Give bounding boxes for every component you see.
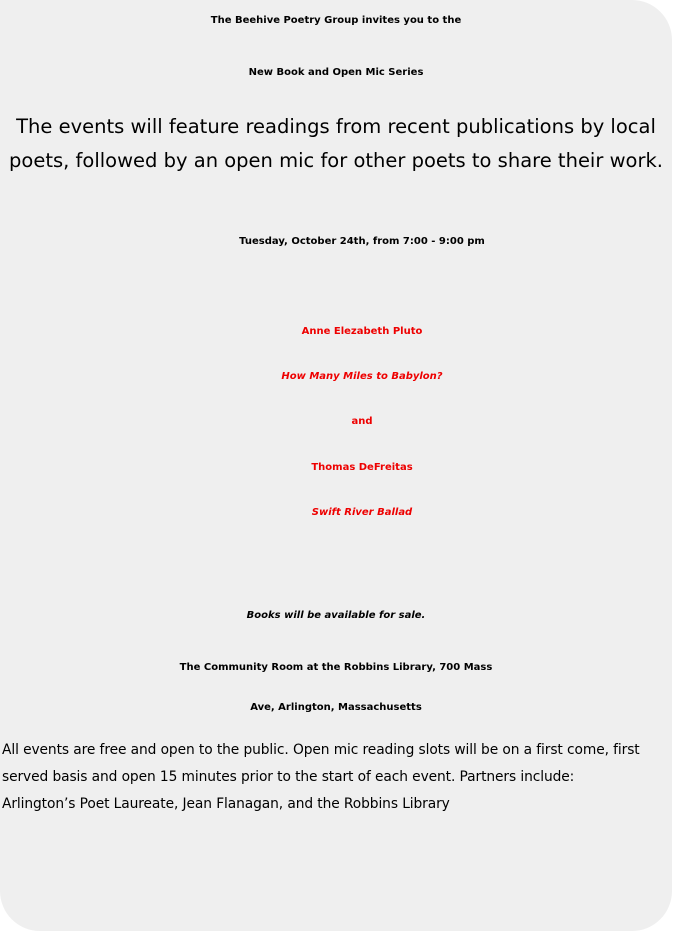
poet-1-book-title: How Many Miles to Babylon? bbox=[281, 371, 443, 382]
poet-2-name: Thomas DeFreitas bbox=[311, 462, 413, 473]
poet-2-book-title: Swift River Ballad bbox=[311, 507, 413, 518]
footer-note: All events are free and open to the public. Open mic reading slots will be on a first come, first served basis and open 15 minutes prior to the start of each event. Partners include: Arlington’s Poet Laureate, Jean Flanagan, and the Robbins Library bbox=[2, 742, 640, 812]
poet-1-name: Anne Elezabeth Pluto bbox=[301, 326, 423, 337]
books-for-sale-note: Books will be available for sale. bbox=[246, 610, 426, 621]
event-date: Tuesday, October 24th, from 7:00 - 9:00 pm bbox=[239, 236, 485, 247]
intro-paragraph: The events will feature readings from recent publications by local poets, followed by an open mic for other poets to share their work. bbox=[9, 115, 663, 172]
venue-line-2: Ave, Arlington, Massachusetts bbox=[250, 702, 422, 713]
heading-line-2: New Book and Open Mic Series bbox=[248, 67, 424, 78]
heading-line-1: The Beehive Poetry Group invites you to the bbox=[210, 15, 462, 26]
venue-line-1: The Community Room at the Robbins Library, 700 Mass bbox=[179, 662, 493, 673]
venue-address bbox=[0, 648, 672, 728]
conjunction-and: and bbox=[351, 416, 373, 427]
